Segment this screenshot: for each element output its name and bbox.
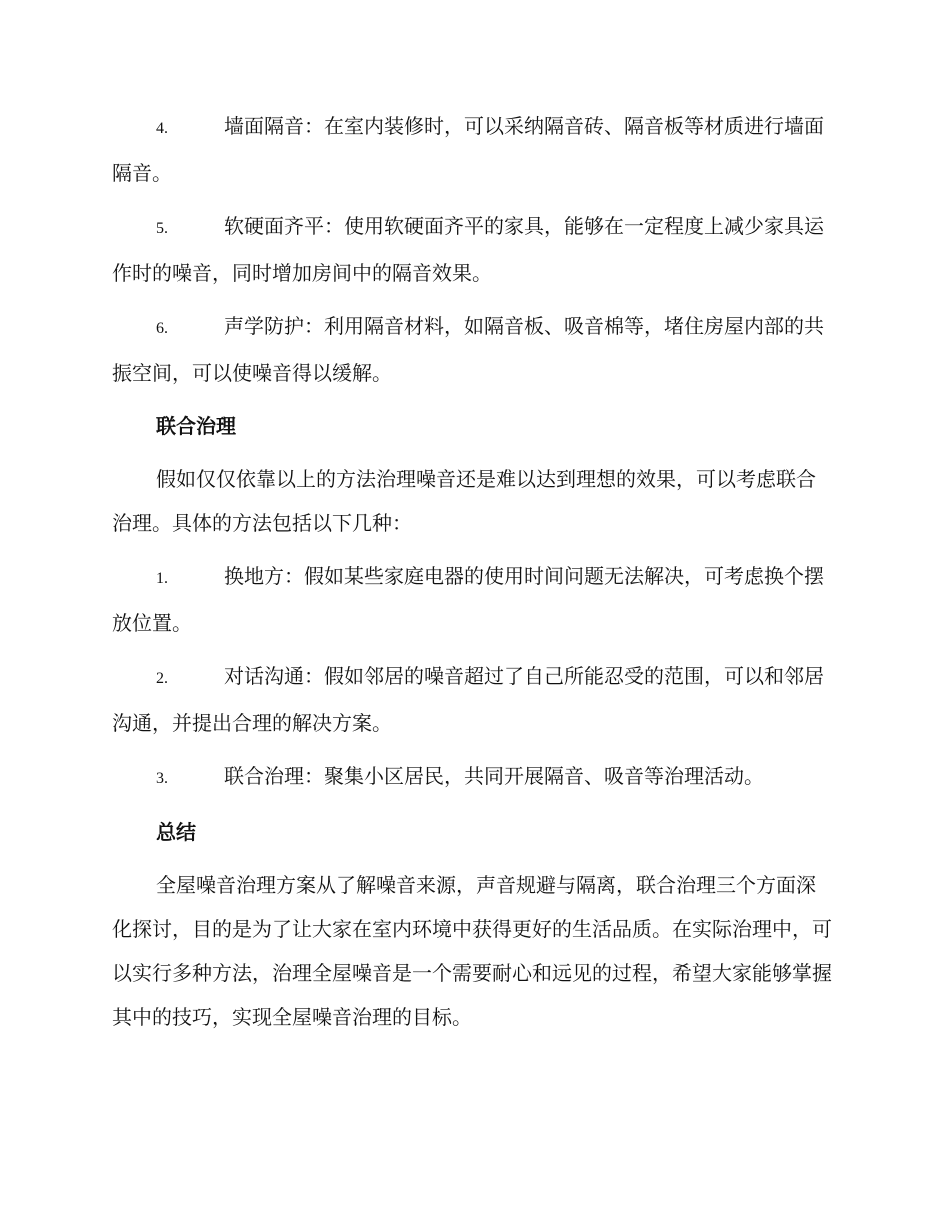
list-text: 对话沟通：假如邻居的噪音超过了自己所能忍受的范围，可以和邻居沟通，并提出合理的解决方案。 <box>112 664 824 735</box>
list-number: 3. <box>156 770 168 787</box>
list-number: 1. <box>156 570 168 587</box>
list-item <box>112 204 832 295</box>
list-number: 4. <box>156 120 168 137</box>
list-number: 6. <box>156 320 168 337</box>
list-text: 联合治理：聚集小区居民，共同开展隔音、吸音等治理活动。 <box>224 764 764 788</box>
list-text: 换地方：假如某些家庭电器的使用时间问题无法解决，可考虑换个摆放位置。 <box>112 564 824 635</box>
list-text: 墙面隔音：在室内装修时，可以采纳隔音砖、隔音板等材质进行墙面隔音。 <box>112 114 824 185</box>
list-item <box>112 654 832 745</box>
list-item <box>112 304 832 395</box>
section-intro-paragraph: 假如仅仅依靠以上的方法治理噪音还是难以达到理想的效果，可以考虑联合治理。具体的方法包括以下几种： <box>112 467 816 535</box>
list-item <box>112 104 832 195</box>
list-number: 2. <box>156 670 168 687</box>
section-heading-summary: 总结 <box>156 820 196 844</box>
list-text: 声学防护：利用隔音材料，如隔音板、吸音棉等，堵住房屋内部的共振空间，可以使噪音得以缓解。 <box>112 314 824 385</box>
list-item <box>112 754 832 801</box>
list-item <box>112 554 832 645</box>
list-number: 5. <box>156 220 168 237</box>
document-body <box>112 104 832 1048</box>
section-heading-joint: 联合治理 <box>156 414 236 438</box>
summary-paragraph: 全屋噪音治理方案从了解噪音来源，声音规避与隔离，联合治理三个方面深化探讨，目的是为了让大家在室内环境中获得更好的生活品质。在实际治理中，可以实行多种方法，治理全屋噪音是一个需要耐心和远见的过程，希望大家能够掌握其中的技巧，实现全屋噪音治理的目标。 <box>112 873 832 1029</box>
list-text: 软硬面齐平：使用软硬面齐平的家具，能够在一定程度上减少家具运作时的噪音，同时增加房间中的隔音效果。 <box>112 214 824 285</box>
